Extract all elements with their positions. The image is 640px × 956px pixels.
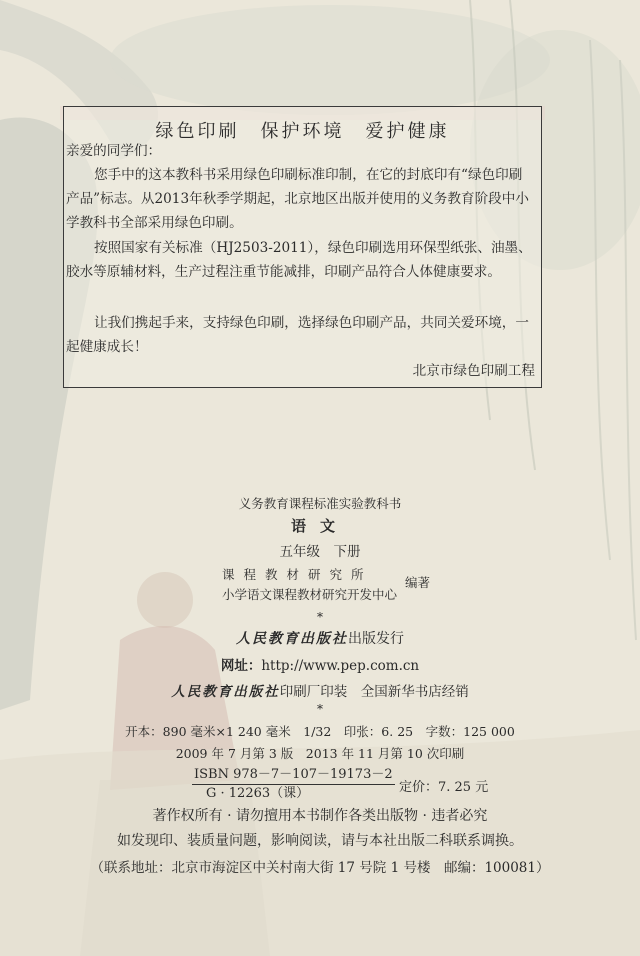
- subject-title: 语文: [290, 517, 349, 535]
- notice-signature: 北京市绿色印刷工程: [412, 363, 535, 379]
- publisher-line: [0, 628, 640, 648]
- notice-greeting: 亲爱的同学们：: [66, 143, 162, 159]
- notice-paragraph-3: 让我们携起手来，支持绿色印刷，选择绿色印刷产品，共同关爱环境，一起健康成长！: [66, 315, 529, 355]
- url-label: 网址：: [220, 658, 262, 674]
- notice-paragraph-1: 您手中的这本教科书采用绿色印刷标准印制，在它的封底印有“绿色印刷产品”标志。从2013年秋季学期起，北京地区出版并使用的义务教育阶段中小学教科书全部采用绿色印刷。: [66, 167, 529, 231]
- green-printing-notice: [63, 106, 542, 388]
- compilers: [222, 565, 397, 605]
- website-line: [0, 654, 640, 674]
- edition-info: 2009 年 7 月第 3 版 2013 年 11 月第 10 次印刷: [175, 746, 465, 761]
- separator-star-2: *: [317, 702, 323, 716]
- grade-volume: 五年级 下册: [279, 544, 361, 560]
- classification: G · 12263（课）: [206, 786, 310, 801]
- quality-notice: 如发现印、装质量问题，影响阅读，请与本社出版二科联系调换。: [117, 833, 523, 849]
- printer-suffix: 印刷厂印装 全国新华书店经销: [279, 684, 469, 700]
- url: http://www.pep.com.cn: [261, 658, 420, 674]
- compiler-2: 小学语文课程教材研究开发中心: [222, 587, 398, 602]
- separator-star: *: [317, 610, 323, 624]
- publisher-logo: 人民教育出版社: [236, 631, 348, 647]
- publisher-suffix: 出版发行: [348, 631, 404, 647]
- series-title: 义务教育课程标准实验教科书: [238, 496, 402, 511]
- copyright-notice: 著作权所有 · 请勿擅用本书制作各类出版物 · 违者必究: [152, 808, 488, 824]
- price: 定价：7. 25 元: [399, 780, 489, 795]
- compiler-1: 课程教材研究所: [222, 567, 373, 582]
- printer-logo: 人民教育出版社: [171, 684, 280, 700]
- contact-address: （联系地址：北京市海淀区中关村南大街 17 号院 1 号楼 邮编：100081）: [90, 860, 550, 876]
- isbn: ISBN 978－7－107－19173－2: [192, 766, 395, 785]
- isbn-block: [192, 766, 395, 803]
- notice-title: 绿色印刷 保护环境 爱护健康: [155, 121, 450, 142]
- printer-line: [0, 680, 640, 700]
- format-specs: 开本：890 毫米×1 240 毫米 1/32 印张：6. 25 字数：125 000: [125, 724, 515, 739]
- editor-role: 编著: [405, 575, 431, 590]
- notice-paragraph-2: 按照国家有关标准（HJ2503-2011），绿色印刷选用环保型纸张、油墨、胶水等原辅材料，生产过程注重节能减排，印刷产品符合人体健康要求。: [66, 240, 532, 280]
